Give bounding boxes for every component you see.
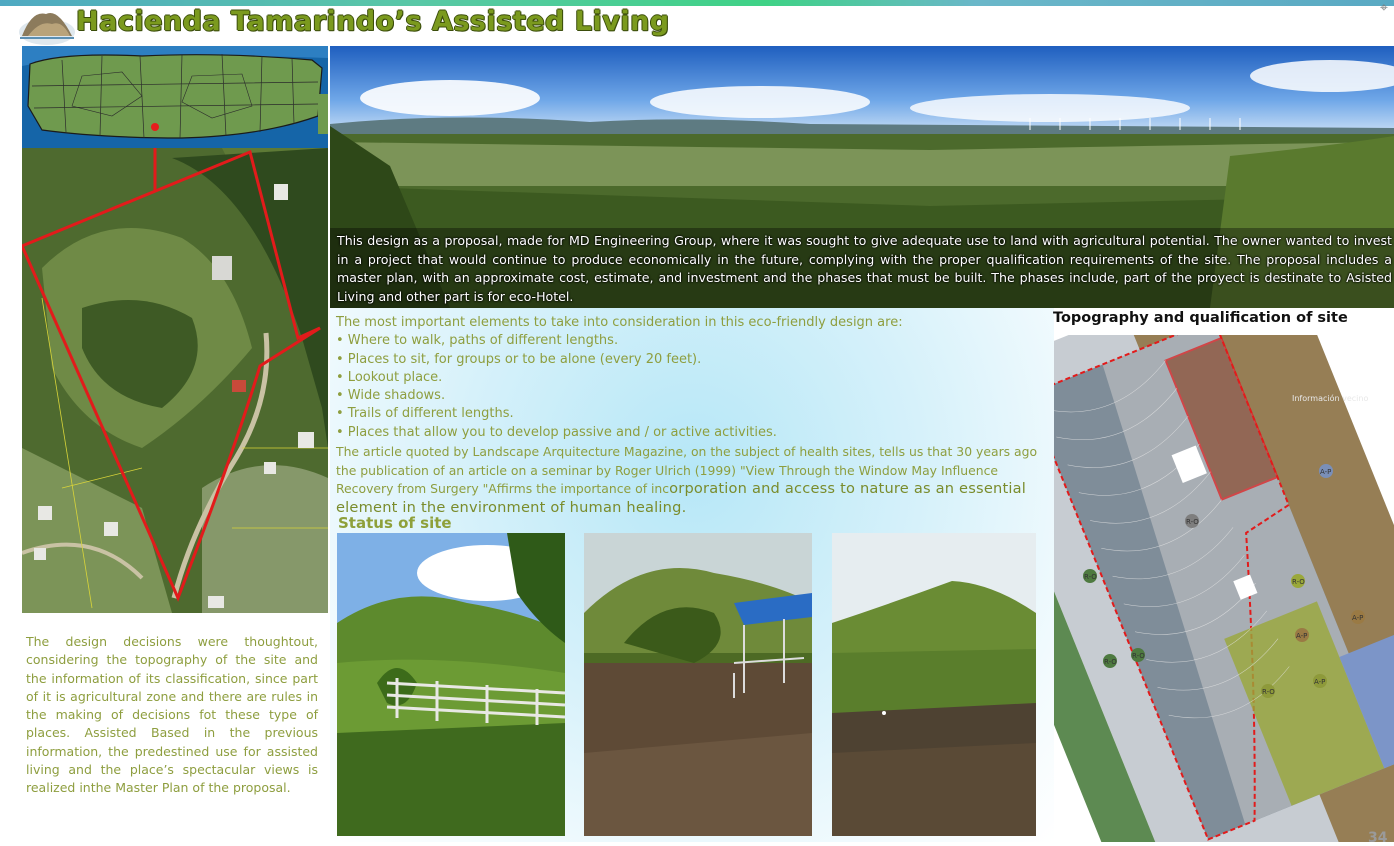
site-photo-shelter [584, 533, 812, 836]
zone-label: A-P [1320, 468, 1332, 476]
zone-label: R-O [1104, 658, 1117, 666]
site-photo-hill [832, 533, 1036, 836]
list-item: • Trails of different lengths. [336, 406, 514, 422]
site-photo-hill-image [832, 533, 1036, 836]
map-note: Información vecino [1292, 394, 1369, 403]
design-elements-list [336, 314, 1054, 442]
zone-label: A-P [1352, 614, 1364, 622]
aerial-site-photo [22, 148, 328, 613]
elements-intro: The most important elements to take into consideration in this eco-friendly design are: [336, 315, 903, 330]
design-decisions-text: The design decisions were thoughtout, considering the topography of the site and the information of its classification, since part of it is agricultural zone and there are rules in the making of decisions fot these type of places. Assisted Based in the previous information, the predestined use for assisted living and the place’s spectacular views is realized inthe Master Plan of the proposal. [26, 634, 318, 796]
page-number: 34 [1368, 830, 1388, 846]
topography-map-image [1054, 335, 1394, 842]
page-title: Hacienda Tamarindo’s Assisted Living [76, 6, 670, 37]
site-photo-fence [337, 533, 565, 836]
article-text-part2: orporation and access to nature as an essential element in the environment of human healing. [336, 480, 1027, 516]
location-map [22, 46, 328, 148]
project-description: This design as a proposal, made for MD Engineering Group, where it was sought to give adequate use to land with agricultural potential. The owner wanted to invest in a project that would continue to produce economically in the future, complying with the proper qualification requirements of the site. The proposal includes a master plan, with an approximate cost, estimate, and investment and the phases that must be built. The phases include, part of the proyect is destinate to Asisted Living and other part is for eco-Hotel. [337, 233, 1392, 304]
zone-label: R-O [1084, 573, 1097, 581]
list-item: • Places to sit, for groups or to be alone (every 20 feet). [336, 351, 702, 367]
list-item: • Where to walk, paths of different lengths. [336, 333, 619, 349]
hills-logo-icon [18, 2, 76, 46]
topography-map [1054, 335, 1394, 842]
list-item: • Wide shadows. [336, 388, 446, 404]
zone-label: R-O [1186, 518, 1199, 526]
zone-label: R-O [1262, 688, 1275, 696]
article-text-part1: The article quoted by Landscape Arquitecture Magazine, on the subject of health sites, tells us that 30 years ago the publication of an article on a seminar by Roger Ulrich (1999) "View Through the Window May Influence Recovery from Surgery "Affirms the importance of inc [336, 444, 1038, 496]
list-item: • Places that allow you to develop passive and / or active activities. [336, 424, 777, 440]
plus-crosshair-icon[interactable]: ⌖ [1380, 0, 1388, 16]
aerial-site-image [22, 148, 328, 613]
site-photo-fence-image [337, 533, 565, 836]
article-quote [336, 443, 1054, 517]
list-item: • Lookout place. [336, 369, 443, 385]
zone-label: R-O [1132, 652, 1145, 660]
zone-label: R-O [1292, 578, 1305, 586]
site-photo-shelter-image [584, 533, 812, 836]
puerto-rico-map-image [22, 46, 328, 148]
zone-label: A-P [1314, 678, 1326, 686]
topography-heading: Topography and qualification of site [1053, 310, 1348, 326]
zone-label: A-P [1296, 632, 1308, 640]
status-heading: Status of site [338, 514, 452, 532]
site-panorama [330, 46, 1394, 308]
